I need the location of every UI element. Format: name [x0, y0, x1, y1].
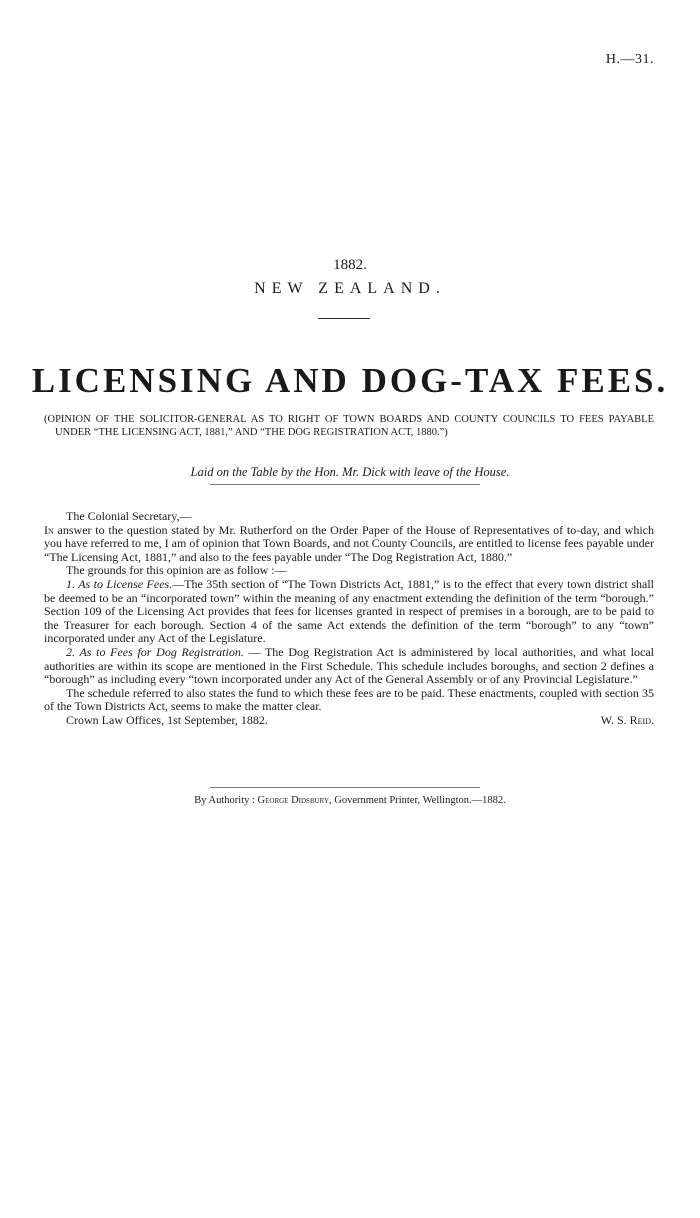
signature-line — [44, 714, 654, 728]
long-divider — [210, 484, 480, 485]
opening-paragraph — [44, 524, 654, 565]
imprint-printer: George Didsbury — [257, 795, 330, 806]
grounds-paragraph: The grounds for this opinion are as follow :— — [66, 563, 287, 578]
footer-divider — [210, 787, 480, 788]
salutation: The Colonial Secretary,— — [66, 509, 192, 523]
item-dog-registration-text: — The Dog Registration Act is administered by local authorities, and what local authorities are within its scope are mentioned in the First Schedule. This schedule includes boroughs, and section 2 defines a “borough” as including every “town incorporated under any Act of the General Assembly or of any Provincial Legislature.” — [44, 644, 655, 687]
opening-dropcap: In — [44, 522, 54, 537]
imprint-prefix: By Authority : — [194, 795, 258, 806]
imprint-suffix: , Government Printer, Wellington.—1882. — [329, 795, 506, 806]
document-title: LICENSING AND DOG-TAX FEES. — [31, 361, 669, 400]
schedule-paragraph: The schedule referred to also states the fund to which these fees are to be paid. These enactments, coupled with section 35 of the Town Districts Act, seems to make the matter clear. — [44, 685, 654, 714]
page-reference: H.—31. — [605, 52, 654, 67]
item-license-fees — [44, 578, 654, 646]
signature-place-date: Crown Law Offices, 1st September, 1882. — [66, 712, 268, 727]
item-license-fees-text: —The 35th section of “The Town Districts Act, 1881,” is to the effect that every town district shall be deemed to be an “incorporated town” within the meaning of any enactment extending the definition of the term “borough.” Section 109 of the Licensing Act provides that fees for licenses granted in respect of premises in a borough, are to be paid to the Treasurer for each borough. Section 4 of the same Act extends the definition of the term “borough” to any “town” incorporated under any Act of the Legislature. — [44, 576, 654, 646]
short-divider — [318, 318, 370, 319]
laid-on-table-note: Laid on the Table by the Hon. Mr. Dick with leave of the House. — [190, 465, 510, 479]
letter-body — [44, 510, 654, 728]
country-heading: NEW ZEALAND. — [254, 280, 446, 297]
item-dog-registration-label: 2. As to Fees for Dog Registration. — [66, 644, 244, 659]
publication-year: 1882. — [333, 257, 367, 273]
document-subtitle: (OPINION OF THE SOLICITOR-GENERAL AS TO RIGHT OF TOWN BOARDS AND COUNTY COUNCILS TO FEES PAYABLE UNDER “THE LICENSING ACT, 1881,” AND “THE DOG REGISTRATION ACT, 1880.”) — [44, 414, 654, 438]
signature-name: W. S. Reid. — [600, 712, 654, 727]
item-dog-registration — [44, 646, 654, 687]
opening-text: answer to the question stated by Mr. Rutherford on the Order Paper of the House of Representatives of to-day, and which you have referred to me, I am of opinion that Town Boards, and not County Councils, are entitled to license fees payable under “The Licensing Act, 1881,” and also to the fees payable under “The Dog Registration Act, 1880.” — [44, 522, 654, 564]
printer-imprint — [0, 795, 700, 806]
item-license-fees-label: 1. As to License Fees. — [66, 576, 173, 591]
